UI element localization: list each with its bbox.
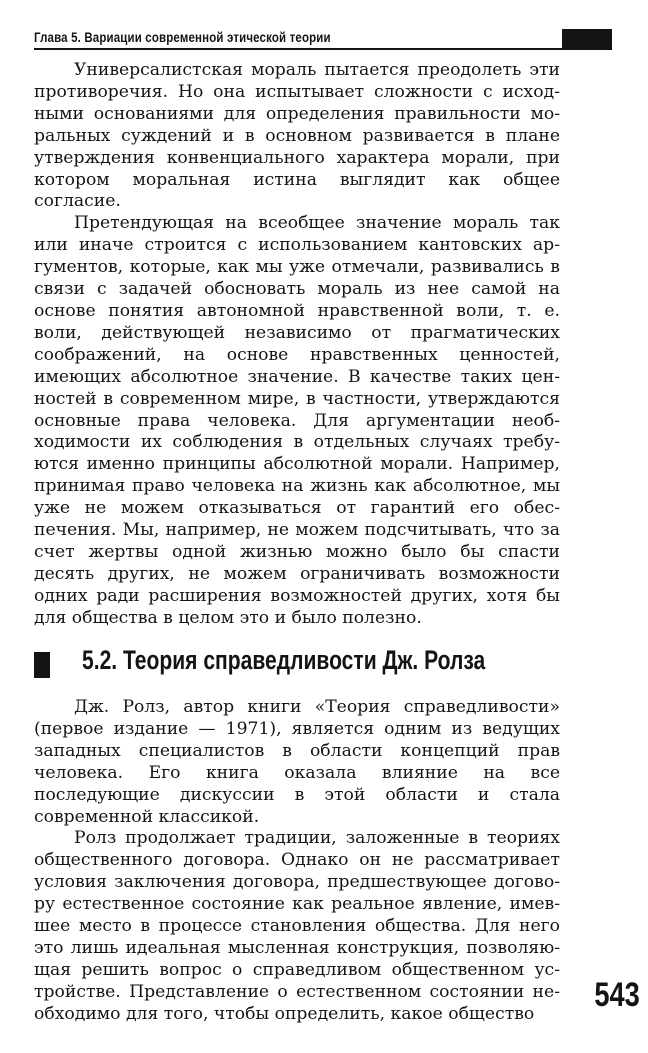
running-head-title: Глава 5. Вариации современной этической теории bbox=[34, 29, 331, 45]
section-2-body bbox=[34, 697, 560, 1026]
section-heading-title: 5.2. Теория справедливости Дж. Ролза bbox=[82, 645, 486, 675]
section-1-body bbox=[34, 60, 560, 630]
running-head-block bbox=[562, 29, 612, 48]
paragraph-4: Ролз продолжает традиции, заложенные в теориях общественного договора. Однако он не рассматривает условия заключения договора, предшествующее договору естественное состояние как реальное явление, имевшее место в процессе становления общества. Для него это лишь идеальная мысленная конструкция, позволяющая решить вопрос о справедливом общественном устройстве. Представление о естественном состоянии необходимо для того, чтобы определить, какое общество bbox=[34, 828, 560, 1024]
paragraph-3: Дж. Ролз, автор книги «Теория справедливости» (первое издание — 1971), является одним из ведущих западных специалистов в области концепций прав человека. Его книга оказала влияние на все последующие дискуссии в этой области и стала современной классикой. bbox=[34, 697, 560, 827]
paragraph-1: Универсалистская мораль пытается преодолеть эти противоречия. Но она испытывает сложности с исходными основаниями для определения правильности моральных суждений и в основном развивается в плане утверждения конвенциального характера морали, при котором моральная истина выглядит как общее согласие. bbox=[34, 60, 560, 212]
section-heading bbox=[34, 640, 574, 676]
heading-square-marker bbox=[34, 652, 50, 678]
page-number: 543 bbox=[594, 976, 640, 1014]
running-head bbox=[34, 27, 612, 51]
running-head-rule bbox=[34, 48, 612, 50]
paragraph-2: Претендующая на всеобщее значение мораль так или иначе строится с использованием кантовских аргументов, которые, как мы уже отмечали, развивались в связи с задачей обосновать мораль из нее самой на основе понятия автономной нравственной воли, т. е. воли, действующей независимо от прагматических соображений, на основе нравственных ценностей, имеющих абсолютное значение. В качестве таких ценностей в современном мире, в частности, утверждаются основные права человека. Для аргументации необходимости их соблюдения в отдельных случаях требуются именно принципы абсолютной морали. Например, принимая право человека на жизнь как абсолютное, мы уже не можем отказываться от гарантий его обеспечения. Мы, например, не можем подсчитывать, что за счет жертвы одной жизнью можно было бы спасти десять других, не можем ограничивать возможности одних ради расширения возможностей других, хотя бы для общества в целом это и было полезно. bbox=[34, 213, 560, 628]
